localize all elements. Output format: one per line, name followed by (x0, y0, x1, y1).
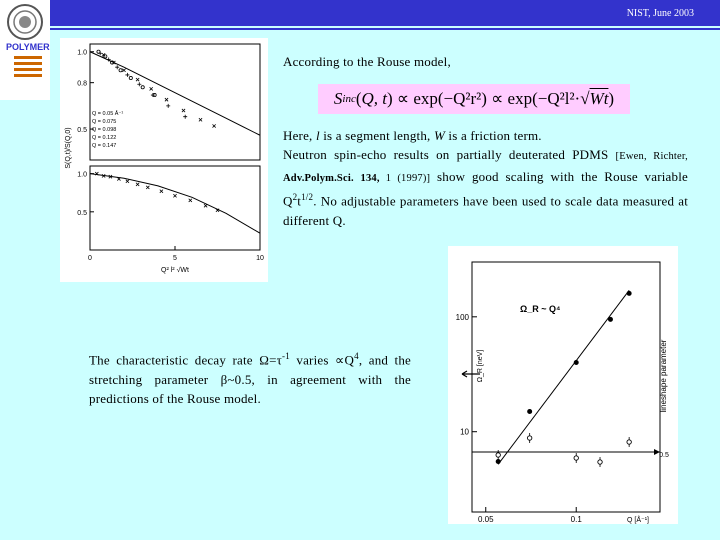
data-point (189, 199, 192, 202)
neutron-a: Neutron spin-echo results on partially deuterated PDMS (283, 147, 616, 162)
polymer-logo-label: POLYMER (6, 42, 50, 52)
beta-point (627, 440, 631, 444)
x-tick-label: 0 (88, 255, 92, 262)
decay-text (89, 347, 411, 409)
definition-l: l (315, 128, 320, 143)
title-bar (50, 0, 720, 26)
y-tick-label: 100 (455, 312, 469, 322)
figure-right (448, 246, 678, 524)
omega-point (527, 409, 532, 414)
omega-q-plot (448, 246, 678, 524)
data-point (173, 194, 176, 197)
omega-point (574, 360, 579, 365)
decay-c: , and the stretching parameter β~0.5, in agreement with the predictions of the Rouse model. (89, 352, 412, 407)
data-point (150, 87, 153, 90)
beta-point (496, 453, 500, 457)
bottom-panel-frame (90, 166, 260, 250)
beta-point (598, 460, 602, 464)
intro-text: According to the Rouse model, (283, 54, 451, 69)
data-point (98, 51, 102, 55)
data-point (141, 86, 144, 89)
definition-a: Here, (283, 128, 316, 143)
rouse-equation: S inc ( Q, t ) ∝ exp(−Q²r²) ∝ exp(−Q²l²·√ Wt ) (318, 84, 630, 114)
right-axis-label: lineshape parameter (659, 339, 668, 413)
omega-point (627, 291, 632, 296)
y-axis-label: Ω_R [neV] (477, 349, 484, 383)
decay-b: varies ∝Q (289, 352, 355, 368)
beta-point (574, 456, 578, 460)
data-point (199, 118, 202, 121)
y-tick-label: 1.0 (77, 49, 87, 57)
figure-left (60, 38, 268, 282)
data-point (137, 82, 141, 86)
y-tick-label: 0.5 (77, 209, 87, 217)
x-tick-label: 0.05 (477, 515, 494, 524)
title-underline (50, 28, 720, 30)
data-point (136, 183, 139, 186)
data-point (119, 69, 122, 72)
data-point (182, 109, 185, 112)
citation-journal: Adv.Polym.Sci. (283, 172, 354, 184)
polymer-logo (4, 42, 48, 94)
data-point (213, 124, 216, 127)
logo-column (0, 0, 50, 100)
definition-c: is a friction term. (444, 128, 542, 143)
legend-entry: Q = 0.098 (92, 127, 117, 133)
data-point (165, 98, 168, 101)
citation-year: 1 (1997)] (379, 172, 431, 184)
neutron-t: t (297, 193, 302, 209)
x-axis-label: Q [Å⁻¹] (627, 517, 649, 524)
legend-entry: Q = 0.075 (92, 119, 117, 125)
scaling-plot (60, 38, 268, 282)
data-point (160, 190, 163, 193)
data-point (125, 73, 129, 77)
omega-point (608, 317, 613, 322)
definition-b: is a segment length, (319, 128, 434, 143)
citation-volume: 134, (360, 172, 380, 184)
decay-a: The characteristic decay rate (89, 352, 260, 368)
data-point (126, 180, 129, 183)
data-point (97, 50, 100, 53)
sup-half: 1/2 (301, 192, 314, 202)
y-axis-label: S(Q,t)/S(Q,0) (65, 127, 72, 169)
sup-4: 4 (354, 351, 359, 361)
y-tick-label: 0.8 (77, 80, 87, 88)
definition-w: W (433, 128, 445, 143)
data-point (183, 115, 187, 119)
data-point (136, 78, 139, 81)
y-tick-label: 1.0 (77, 171, 87, 179)
data-point (204, 204, 207, 207)
y-tick-label: 10 (460, 427, 469, 437)
x-tick-label: 0.1 (570, 515, 582, 524)
neutron-c: . No adjustable parameters have been used to scale data measured at different Q. (283, 193, 688, 228)
y-tick-label: 0.5 (77, 127, 87, 135)
bottom-fit-line (90, 174, 260, 234)
plot-frame (472, 262, 660, 512)
x-axis-label: Q² l² √Wt (161, 267, 189, 274)
legend-entry: Q = 0.147 (92, 143, 117, 149)
data-point (146, 186, 149, 189)
data-point (166, 104, 170, 108)
sup-2: 2 (292, 192, 298, 202)
data-point (129, 76, 132, 79)
sup-minus-one: -1 (282, 351, 290, 361)
legend-entry: Q = 0.05 Å⁻¹ (92, 111, 124, 117)
beta-point (527, 436, 531, 440)
university-seal-logo (6, 3, 44, 41)
legend-entry: Q = 0.122 (92, 135, 117, 141)
citation-authors: [Ewen, Richter, (615, 151, 689, 162)
right-tick-label: 0.5 (659, 452, 669, 459)
decay-omega: Ω=τ (259, 352, 283, 368)
header-text: NIST, June 2003 (626, 8, 694, 19)
x-tick-label: 10 (256, 255, 264, 262)
x-tick-label: 5 (173, 255, 177, 262)
scaling-annotation: Ω_R ~ Q⁴ (520, 304, 561, 314)
data-point (115, 65, 119, 69)
neutron-b: show good scaling with the Rouse variable Q (283, 168, 688, 209)
definition-text (283, 126, 688, 146)
neutron-text (283, 145, 688, 230)
q4-fit-line (498, 290, 629, 464)
data-point (122, 69, 125, 72)
